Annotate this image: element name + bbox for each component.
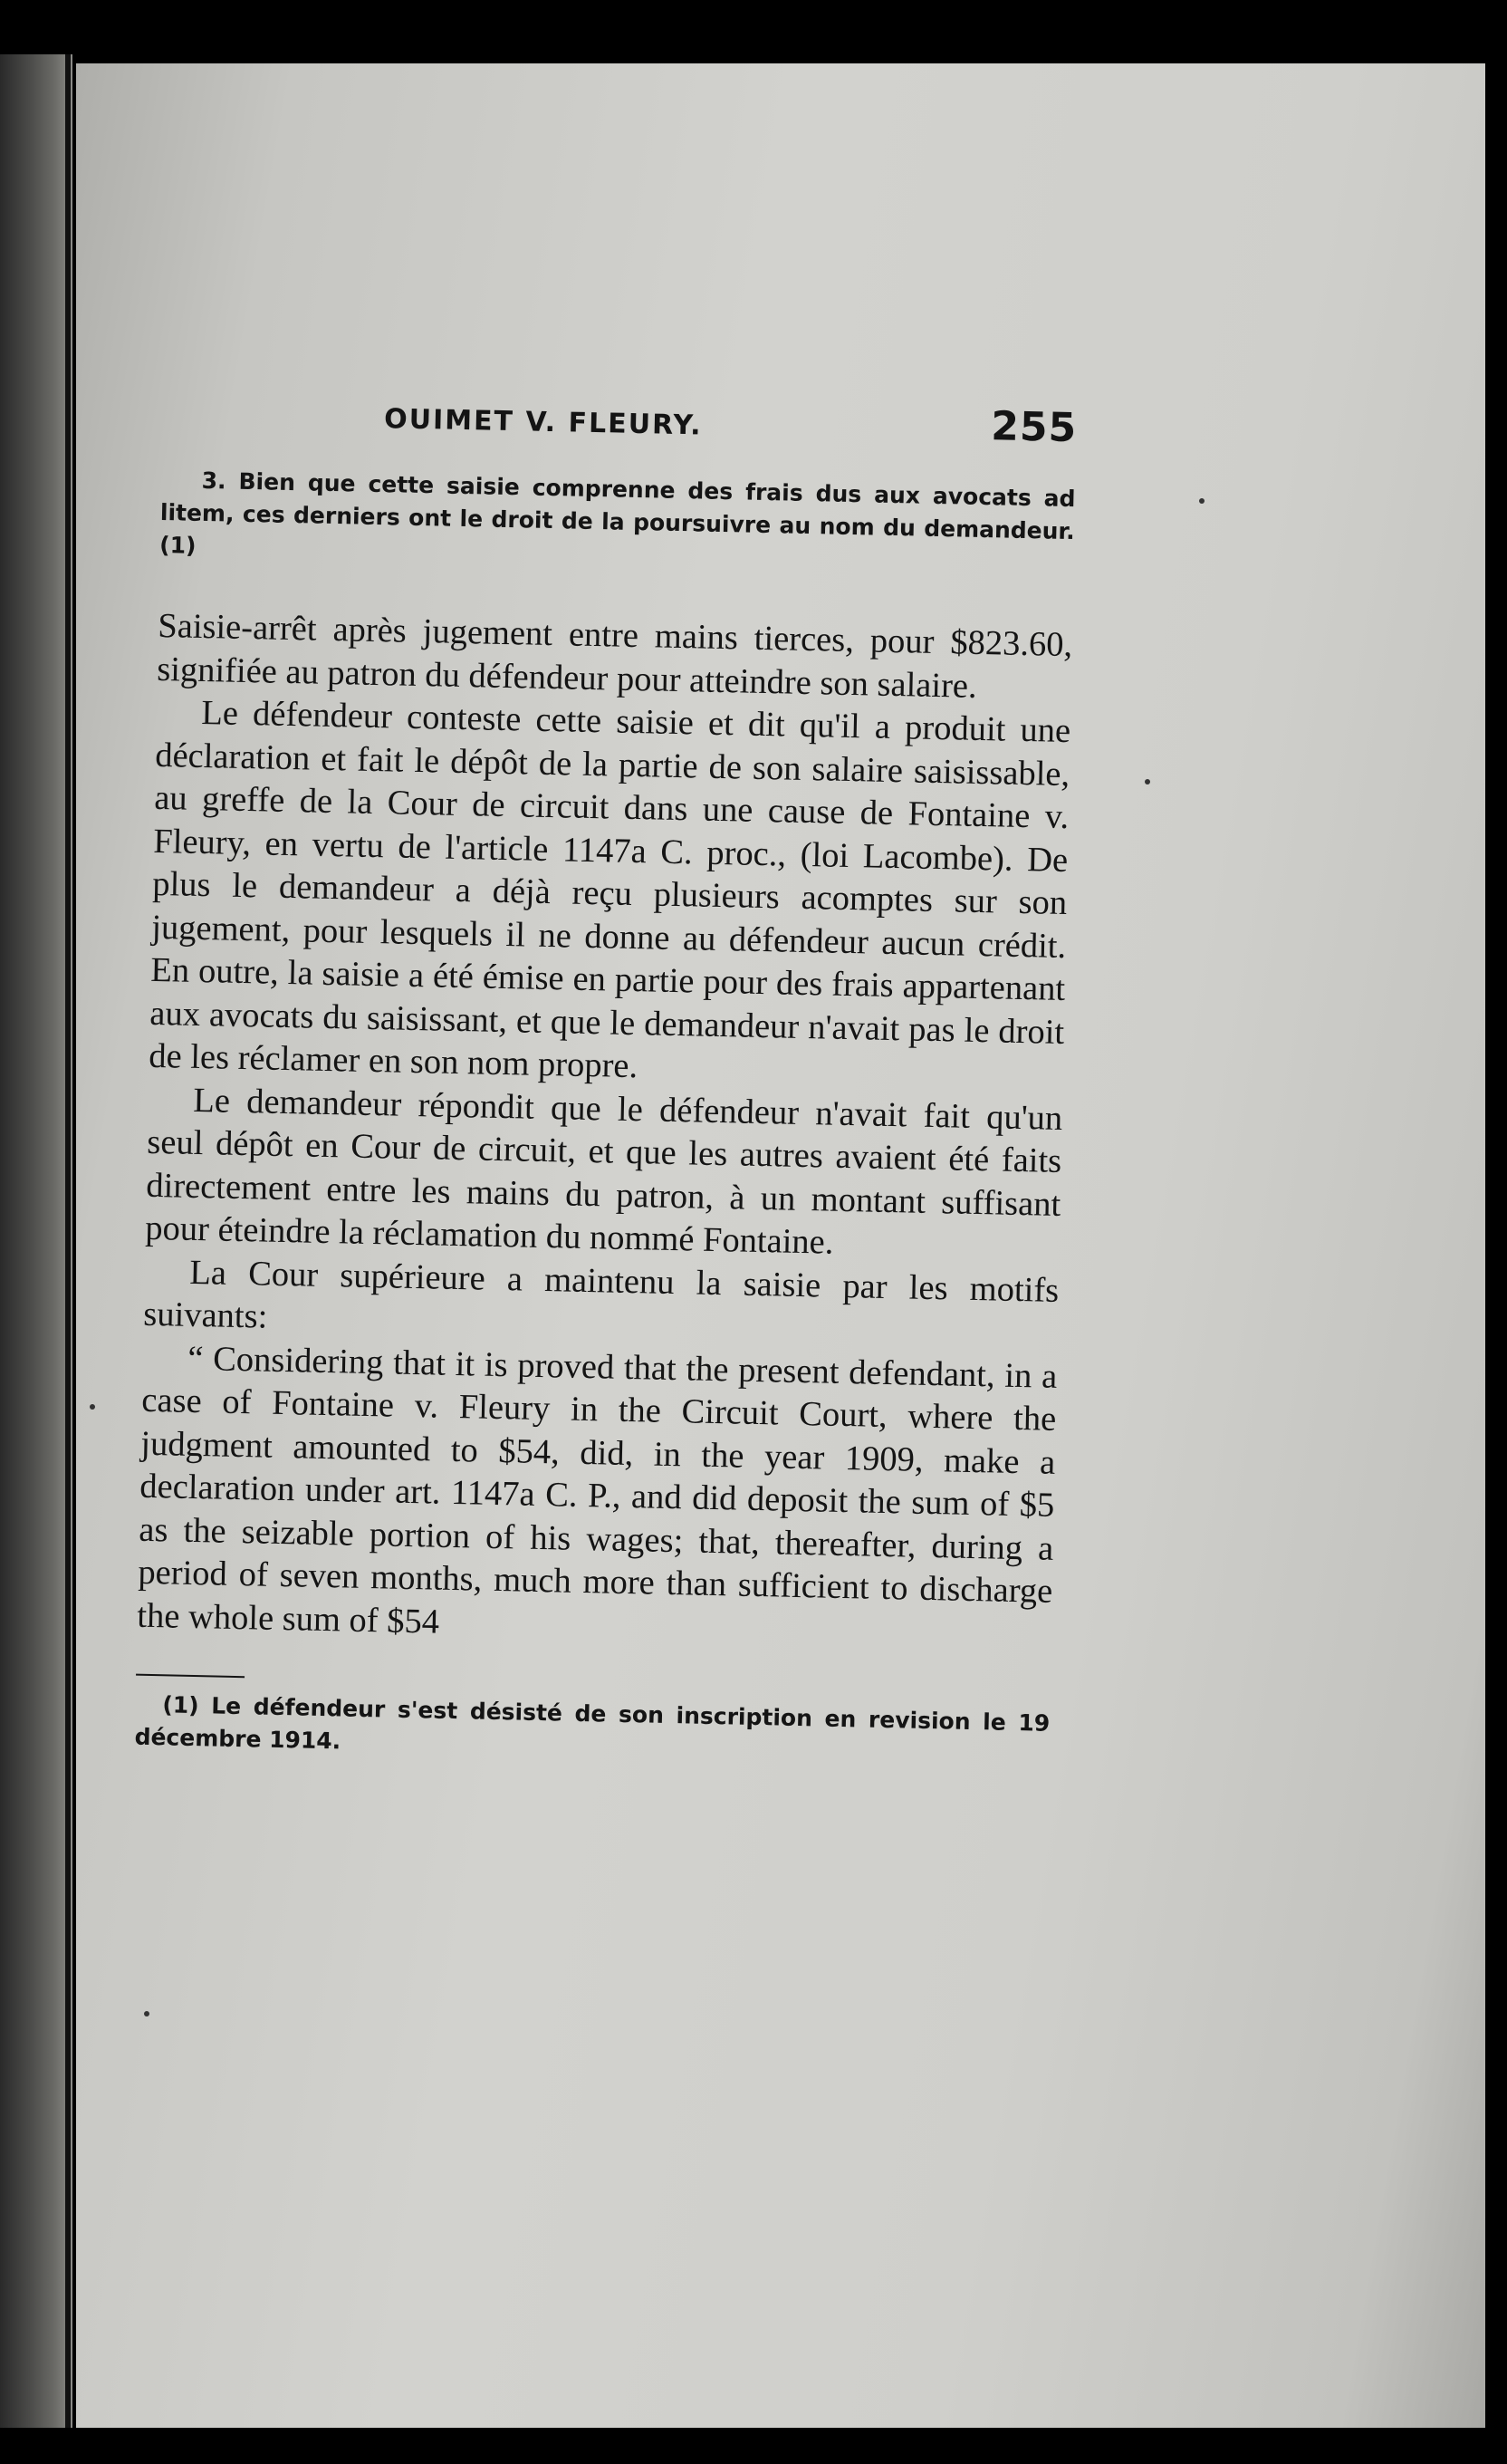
paragraph: Le défendeur conteste cette saisie et dit qu'il a produit une déclaration et fait le dépôt de la partie de son salaire saisissable, au greffe de la Cour de circuit dans une cause de Fontaine v. Fleury, en vertu de l'article 1147a C. proc., (loi Lacombe). De plus le demandeur a déjà reçu plusieurs acomptes sur son jugement, pour lesquels il ne donne au défendeur aucun crédit. En outre, la saisie a été émise en partie pour des frais appartenant aux avocats du saisissant, et que le demandeur n'avait pas le droit de les réclamer en son nom propre. [148, 693, 1071, 1086]
headnote: 3. Bien que cette saisie comprenne des frais dus aux avocats ad litem, ces derniers ont le droit de la poursuivre au nom du demandeur. (1) [158, 467, 1076, 559]
ink-speck [144, 2011, 149, 2016]
footnote: (1) Le défendeur s'est désisté de son inscription en revision le 19 décembre 1914. [134, 1691, 1051, 1755]
running-title: OUIMET V. FLEURY. [383, 403, 704, 442]
previous-page-edge [0, 54, 72, 2428]
ink-speck [1145, 779, 1150, 784]
paragraph: La Cour supérieure a maintenu la saisie par les motifs suivants: [142, 1253, 1060, 1336]
paragraph: Le demandeur répondit que le défendeur n'avait fait qu'un seul dépôt en Cour de circuit, et que les autres avaient été faits directement entre les mains du patron, à un montant suffisant pour éteindre la réclamation du nommé Fontaine. [144, 1081, 1063, 1262]
page-number: 255 [990, 403, 1078, 452]
paragraph: Saisie-arrêt après jugement entre mains tierces, pour $823.60, signifiée au patron du défendeur pour atteindre son salaire. [156, 606, 1073, 706]
paragraph: “ Considering that it is proved that the present defendant, in a case of Fontaine v. Fleury in the Circuit Court, where the judgment amounted to $54, did, in the year 1909, make a declaration under art. 1147a C. P., and did deposit the sum of $5 as the seizable portion of his wages; that, thereafter, during a period of seven months, much more than sufficient to discharge the whole sum of $54 [137, 1339, 1058, 1641]
page-text [134, 380, 1078, 1773]
ink-speck [1199, 498, 1205, 504]
ink-speck [90, 1404, 95, 1410]
footnote-rule [136, 1674, 245, 1679]
